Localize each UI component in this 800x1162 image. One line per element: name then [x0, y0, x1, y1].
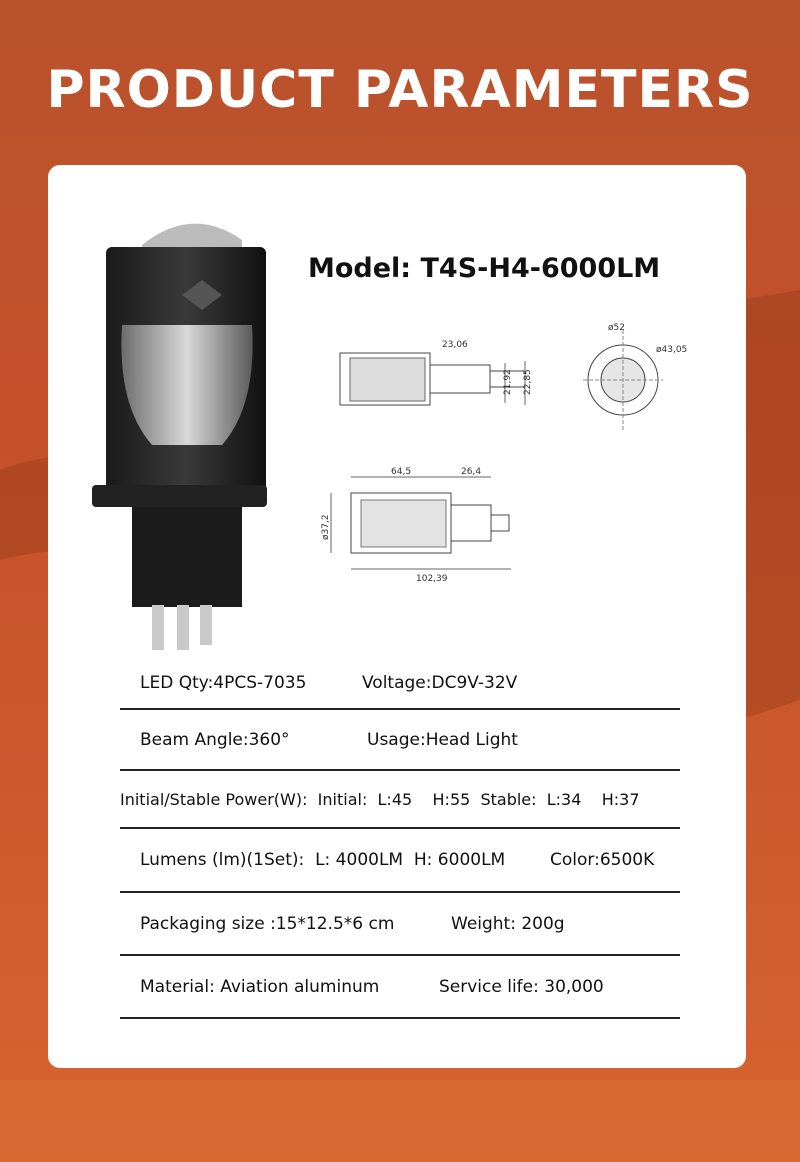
param-row-lumens: [120, 829, 680, 893]
dim-side-2: 21,92: [503, 369, 513, 395]
headlight-bulb-image: [92, 195, 282, 655]
param-led-qty: LED Qty:4PCS-7035: [140, 673, 307, 693]
dim-side-1: 23,06: [442, 340, 468, 350]
dim-front-1: ø52: [608, 323, 625, 333]
top-view-diagram: [316, 465, 536, 585]
dim-side-3: 22,85: [523, 369, 533, 395]
param-service-life: Service life: 30,000: [439, 976, 604, 997]
model-heading: [308, 253, 660, 284]
side-view-diagram: [330, 333, 560, 423]
param-row-material: [120, 956, 680, 1019]
param-weight: Weight: 200g: [451, 913, 565, 934]
param-usage: Usage:Head Light: [367, 729, 518, 750]
param-row-led-qty: [120, 658, 680, 710]
param-lumens: Lumens (lm)(1Set): L: 4000LM H: 6000LM: [140, 850, 506, 870]
dim-top-2: 26,4: [461, 467, 482, 477]
dim-front-2: ø43,05: [656, 345, 688, 355]
param-row-power: [120, 771, 680, 829]
model-value: T4S-H4-6000LM: [420, 253, 661, 284]
param-row-packaging: [120, 893, 680, 956]
model-label: Model:: [308, 253, 412, 284]
param-row-beam-angle: [120, 710, 680, 771]
dim-top-3: ø37,2: [321, 514, 331, 540]
parameter-table: [120, 658, 680, 1019]
param-color: Color:6500K: [550, 850, 655, 870]
param-power: Initial/Stable Power(W): Initial: L:45 H:55 Stable: L:34 H:37: [120, 789, 640, 809]
param-packaging: Packaging size :15*12.5*6 cm: [140, 913, 395, 934]
param-voltage: Voltage:DC9V-32V: [362, 673, 518, 693]
param-beam-angle: Beam Angle:360°: [140, 729, 290, 750]
param-material: Material: Aviation aluminum: [140, 976, 380, 997]
product-card: [48, 165, 746, 1068]
page-title: PRODUCT PARAMETERS: [46, 60, 754, 120]
dim-top-4: 102,39: [416, 574, 448, 584]
dim-top-1: 64,5: [391, 467, 412, 477]
front-view-diagram: [578, 320, 728, 440]
